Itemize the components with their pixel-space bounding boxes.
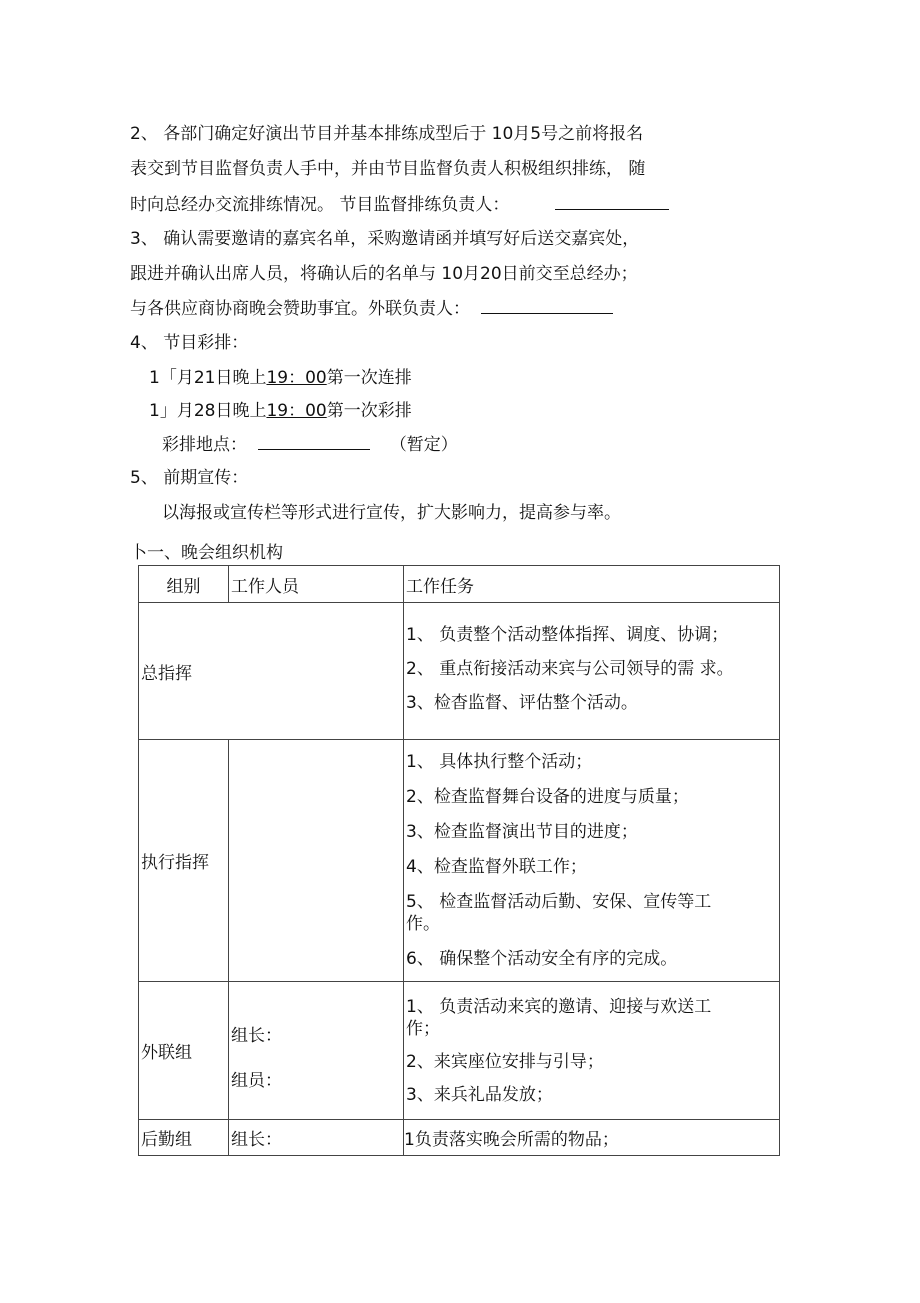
staff-role: 组长： [231, 1025, 282, 1046]
paragraph-5-body: 以海报或宣传栏等形式进行宣传，扩大影响力，提高参与率。 [162, 503, 621, 523]
rehearsal-item-2-pre: 1」月28日晚上 [149, 401, 267, 421]
task-item: 2、 重点衔接活动来宾与公司领导的需 求。 [406, 659, 734, 679]
tasks-cell [404, 982, 780, 1120]
rehearsal-item-2-time: 19：00 [266, 401, 327, 421]
task-item: 5、 检查监督活动后勤、安保、宣传等工 [406, 892, 712, 912]
rehearsal-place [162, 433, 458, 456]
task-item: 4、检查监督外联工作； [406, 857, 587, 877]
paragraph-2-line-1: 2、 各部门确定好演出节目并基本排练成型后于 10月5号之前将报名 [130, 124, 644, 144]
tasks-cell: 1负责落实晚会所需的物品； [404, 1120, 780, 1156]
task-item: 6、 确保整个活动安全有序的完成。 [406, 949, 678, 969]
paragraph-3-line-3 [130, 297, 613, 320]
header-group: 组别 [139, 566, 229, 603]
staff-cell [229, 982, 404, 1120]
table-header-row [139, 566, 780, 603]
task-item: 1、 具体执行整个活动； [406, 752, 593, 772]
rehearsal-place-blank [258, 433, 370, 450]
paragraph-3-line-3-text: 与各供应商协商晚会赞助事宜。外联负责人： [130, 299, 470, 319]
paragraph-4-title: 4、 节目彩排： [130, 333, 249, 353]
table-row [139, 1120, 780, 1156]
paragraph-2-line-3-text: 时向总经办交流排练情况。 节目监督排练负责人： [130, 195, 510, 215]
liaison-blank [481, 297, 613, 314]
task-item: 作。 [406, 914, 440, 934]
group-cell: 执行指挥 [139, 740, 229, 982]
task-item: 作； [406, 1018, 440, 1039]
table-row [139, 740, 780, 982]
staff-role: 组员： [231, 1070, 282, 1091]
group-cell: 后勤组 [139, 1120, 229, 1156]
table-row [139, 982, 780, 1120]
organization-table [138, 565, 780, 1156]
group-cell: 总指挥 [139, 603, 404, 740]
rehearsal-place-note: （暂定） [389, 435, 458, 455]
rehearsal-item-1-post: 第一次连排 [326, 368, 412, 388]
section-title: 卜一、晚会组织机构 [130, 543, 283, 563]
header-tasks: 工作任务 [404, 566, 780, 603]
task-item: 2、来宾座位安排与引导； [406, 1051, 604, 1072]
rehearsal-item-2 [149, 400, 412, 422]
group-cell: 外联组 [139, 982, 229, 1120]
rehearsal-item-2-post: 第一次彩排 [326, 401, 412, 421]
task-item: 1、 负责整个活动整体指挥、调度、协调； [406, 625, 729, 645]
staff-cell [229, 740, 404, 982]
rehearsal-place-label: 彩排地点： [162, 435, 247, 455]
paragraph-3-line-2: 跟进并确认出席人员，将确认后的名单与 10月20日前交至总经办； [130, 264, 638, 284]
tasks-cell [404, 603, 780, 740]
paragraph-2-line-3 [130, 193, 669, 216]
tasks-cell [404, 740, 780, 982]
task-item: 2、检查监督舞台设备的进度与质量； [406, 787, 689, 807]
table-row [139, 603, 780, 740]
task-item: 3、来兵礼品发放； [406, 1084, 553, 1105]
supervisor-blank [555, 193, 669, 210]
paragraph-3-line-1: 3、 确认需要邀请的嘉宾名单，采购邀请函并填写好后送交嘉宾处， [130, 229, 640, 249]
rehearsal-item-1-pre: 1「月21日晚上 [149, 368, 267, 388]
paragraph-5-title: 5、 前期宣传： [130, 468, 249, 488]
task-item: 3、检查监督演出节目的进度； [406, 822, 638, 842]
rehearsal-item-1 [149, 367, 412, 389]
task-item: 3、检杳监督、评估整个活动。 [406, 693, 638, 713]
header-staff: 工作人员 [229, 566, 404, 603]
staff-cell: 组长： [229, 1120, 404, 1156]
paragraph-2-line-2: 表交到节目监督负责人手中，并由节目监督负责人积极组织排练， 随 [130, 159, 646, 179]
rehearsal-item-1-time: 19：00 [266, 368, 327, 388]
task-item: 1、 负责活动来宾的邀请、迎接与欢送工 [406, 996, 712, 1017]
